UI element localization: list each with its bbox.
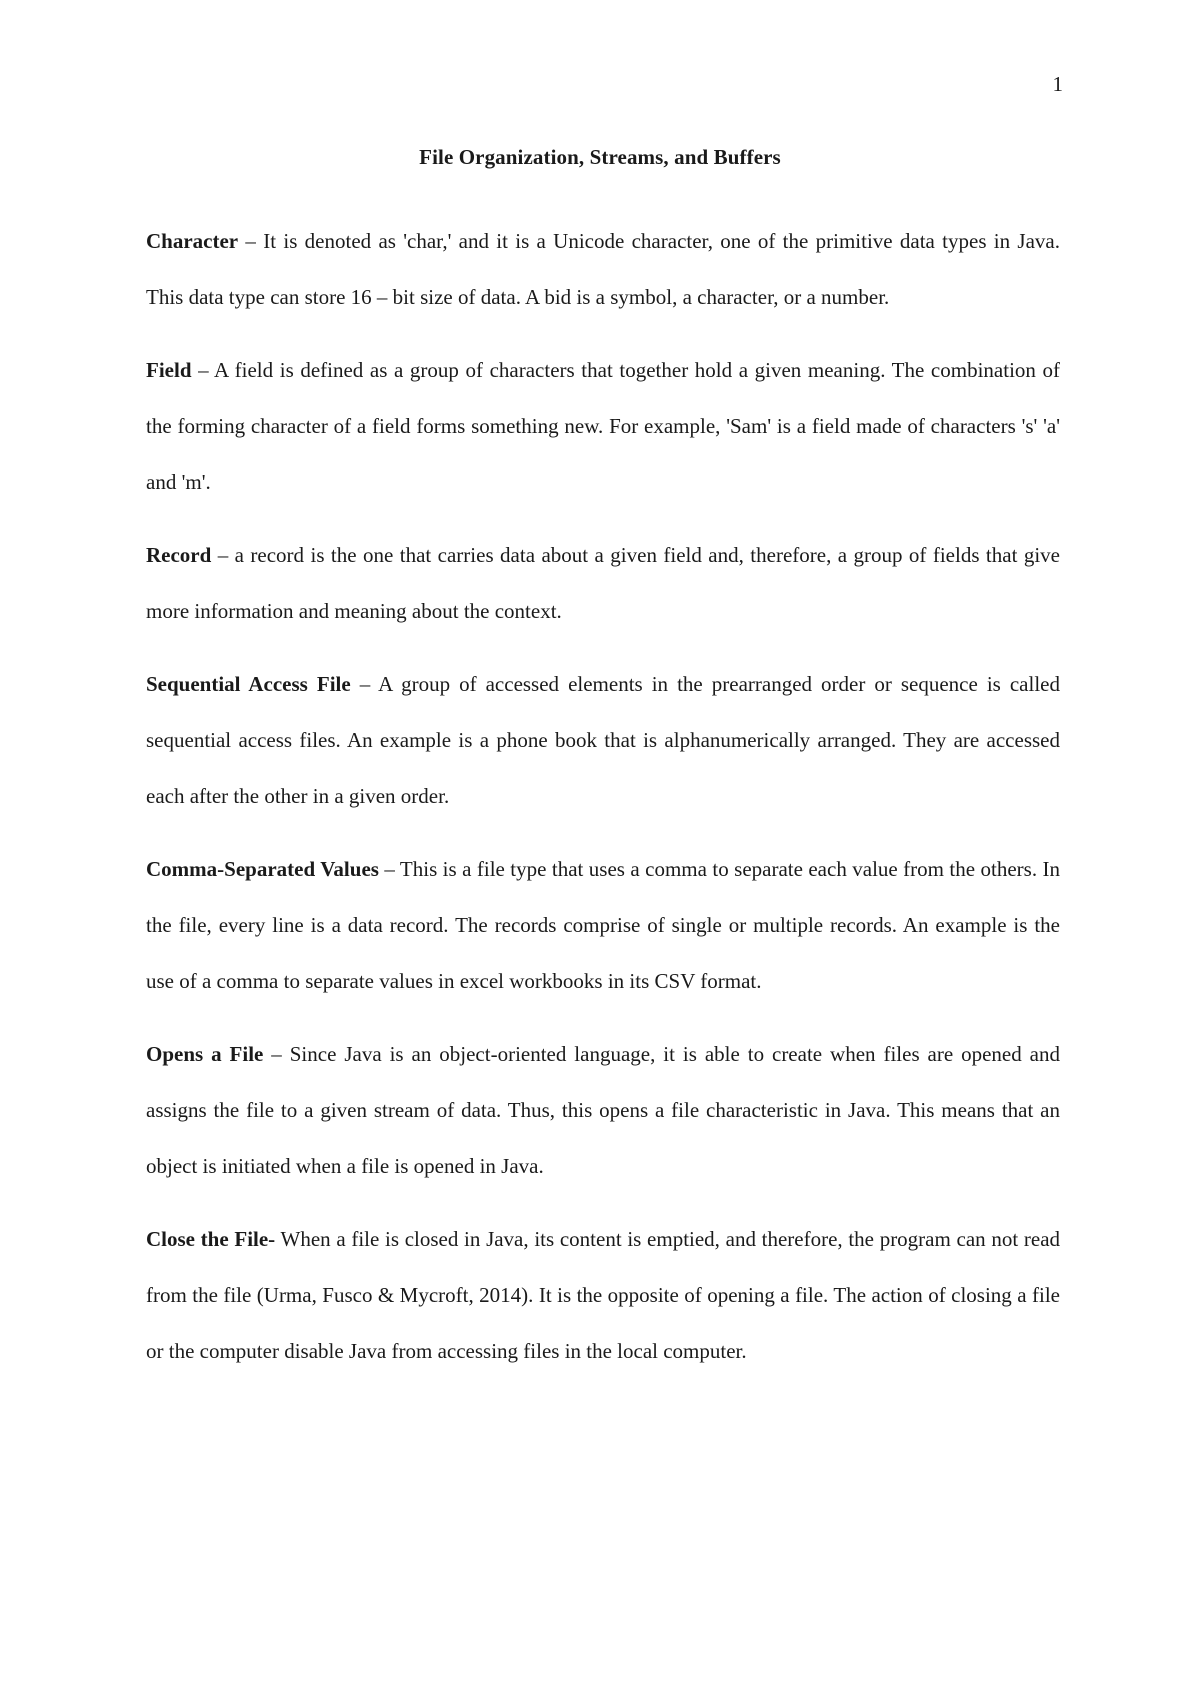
term-field: Field bbox=[146, 358, 192, 382]
definition-text: A field is defined as a group of characters that together hold a given meaning. The combination of the forming character of a field forms something new. For example, 'Sam' is a field made of characters 's' 'a' and 'm'. bbox=[146, 358, 1060, 494]
term-close-the-file: Close the File- bbox=[146, 1227, 276, 1251]
definition-comma-separated-values bbox=[146, 841, 1060, 1009]
definition-text: A group of accessed elements in the prearranged order or sequence is called sequential access files. An example is a phone book that is alphanumerically arranged. They are accessed each after the other in a given order. bbox=[146, 672, 1060, 808]
definition-sequential-access-file bbox=[146, 656, 1060, 824]
separator: – bbox=[350, 672, 379, 696]
term-comma-separated-values: Comma-Separated Values bbox=[146, 857, 379, 881]
term-character: Character bbox=[146, 229, 239, 253]
separator: – bbox=[191, 358, 215, 382]
term-opens-a-file: Opens a File bbox=[146, 1042, 264, 1066]
separator: – bbox=[263, 1042, 290, 1066]
definition-character bbox=[146, 213, 1060, 325]
definition-text: It is denoted as 'char,' and it is a Unicode character, one of the primitive data types in Java. This data type can store 16 – bit size of data. A bid is a symbol, a character, or a number. bbox=[146, 229, 1061, 309]
page-number: 1 bbox=[1052, 72, 1063, 96]
term-record: Record bbox=[146, 543, 212, 567]
definition-close-the-file bbox=[146, 1211, 1060, 1379]
separator: – bbox=[211, 543, 235, 567]
definition-field bbox=[146, 342, 1060, 510]
definition-record bbox=[146, 527, 1060, 639]
document-body bbox=[146, 213, 1060, 1396]
separator: – bbox=[378, 857, 400, 881]
document-title: File Organization, Streams, and Buffers bbox=[419, 145, 781, 169]
term-sequential-access-file: Sequential Access File bbox=[146, 672, 351, 696]
definition-opens-a-file bbox=[146, 1026, 1060, 1194]
definition-text: a record is the one that carries data about a given field and, therefore, a group of fields that give more information and meaning about the context. bbox=[146, 543, 1061, 623]
definition-text: Since Java is an object-oriented language, it is able to create when files are opened and assigns the file to a given stream of data. Thus, this opens a file characteristic in Java. This means that an object is initiated when a file is opened in Java. bbox=[146, 1042, 1061, 1178]
separator: – bbox=[238, 229, 264, 253]
definition-text: When a file is closed in Java, its content is emptied, and therefore, the program can not read from the file (Urma, Fusco & Mycroft, 2014). It is the opposite of opening a file. The action of closing a file or the computer disable Java from accessing files in the local computer. bbox=[146, 1227, 1061, 1363]
definition-text: This is a file type that uses a comma to separate each value from the others. In the file, every line is a data record. The records comprise of single or multiple records. An example is the use of a comma to separate values in excel workbooks in its CSV format. bbox=[146, 857, 1060, 993]
